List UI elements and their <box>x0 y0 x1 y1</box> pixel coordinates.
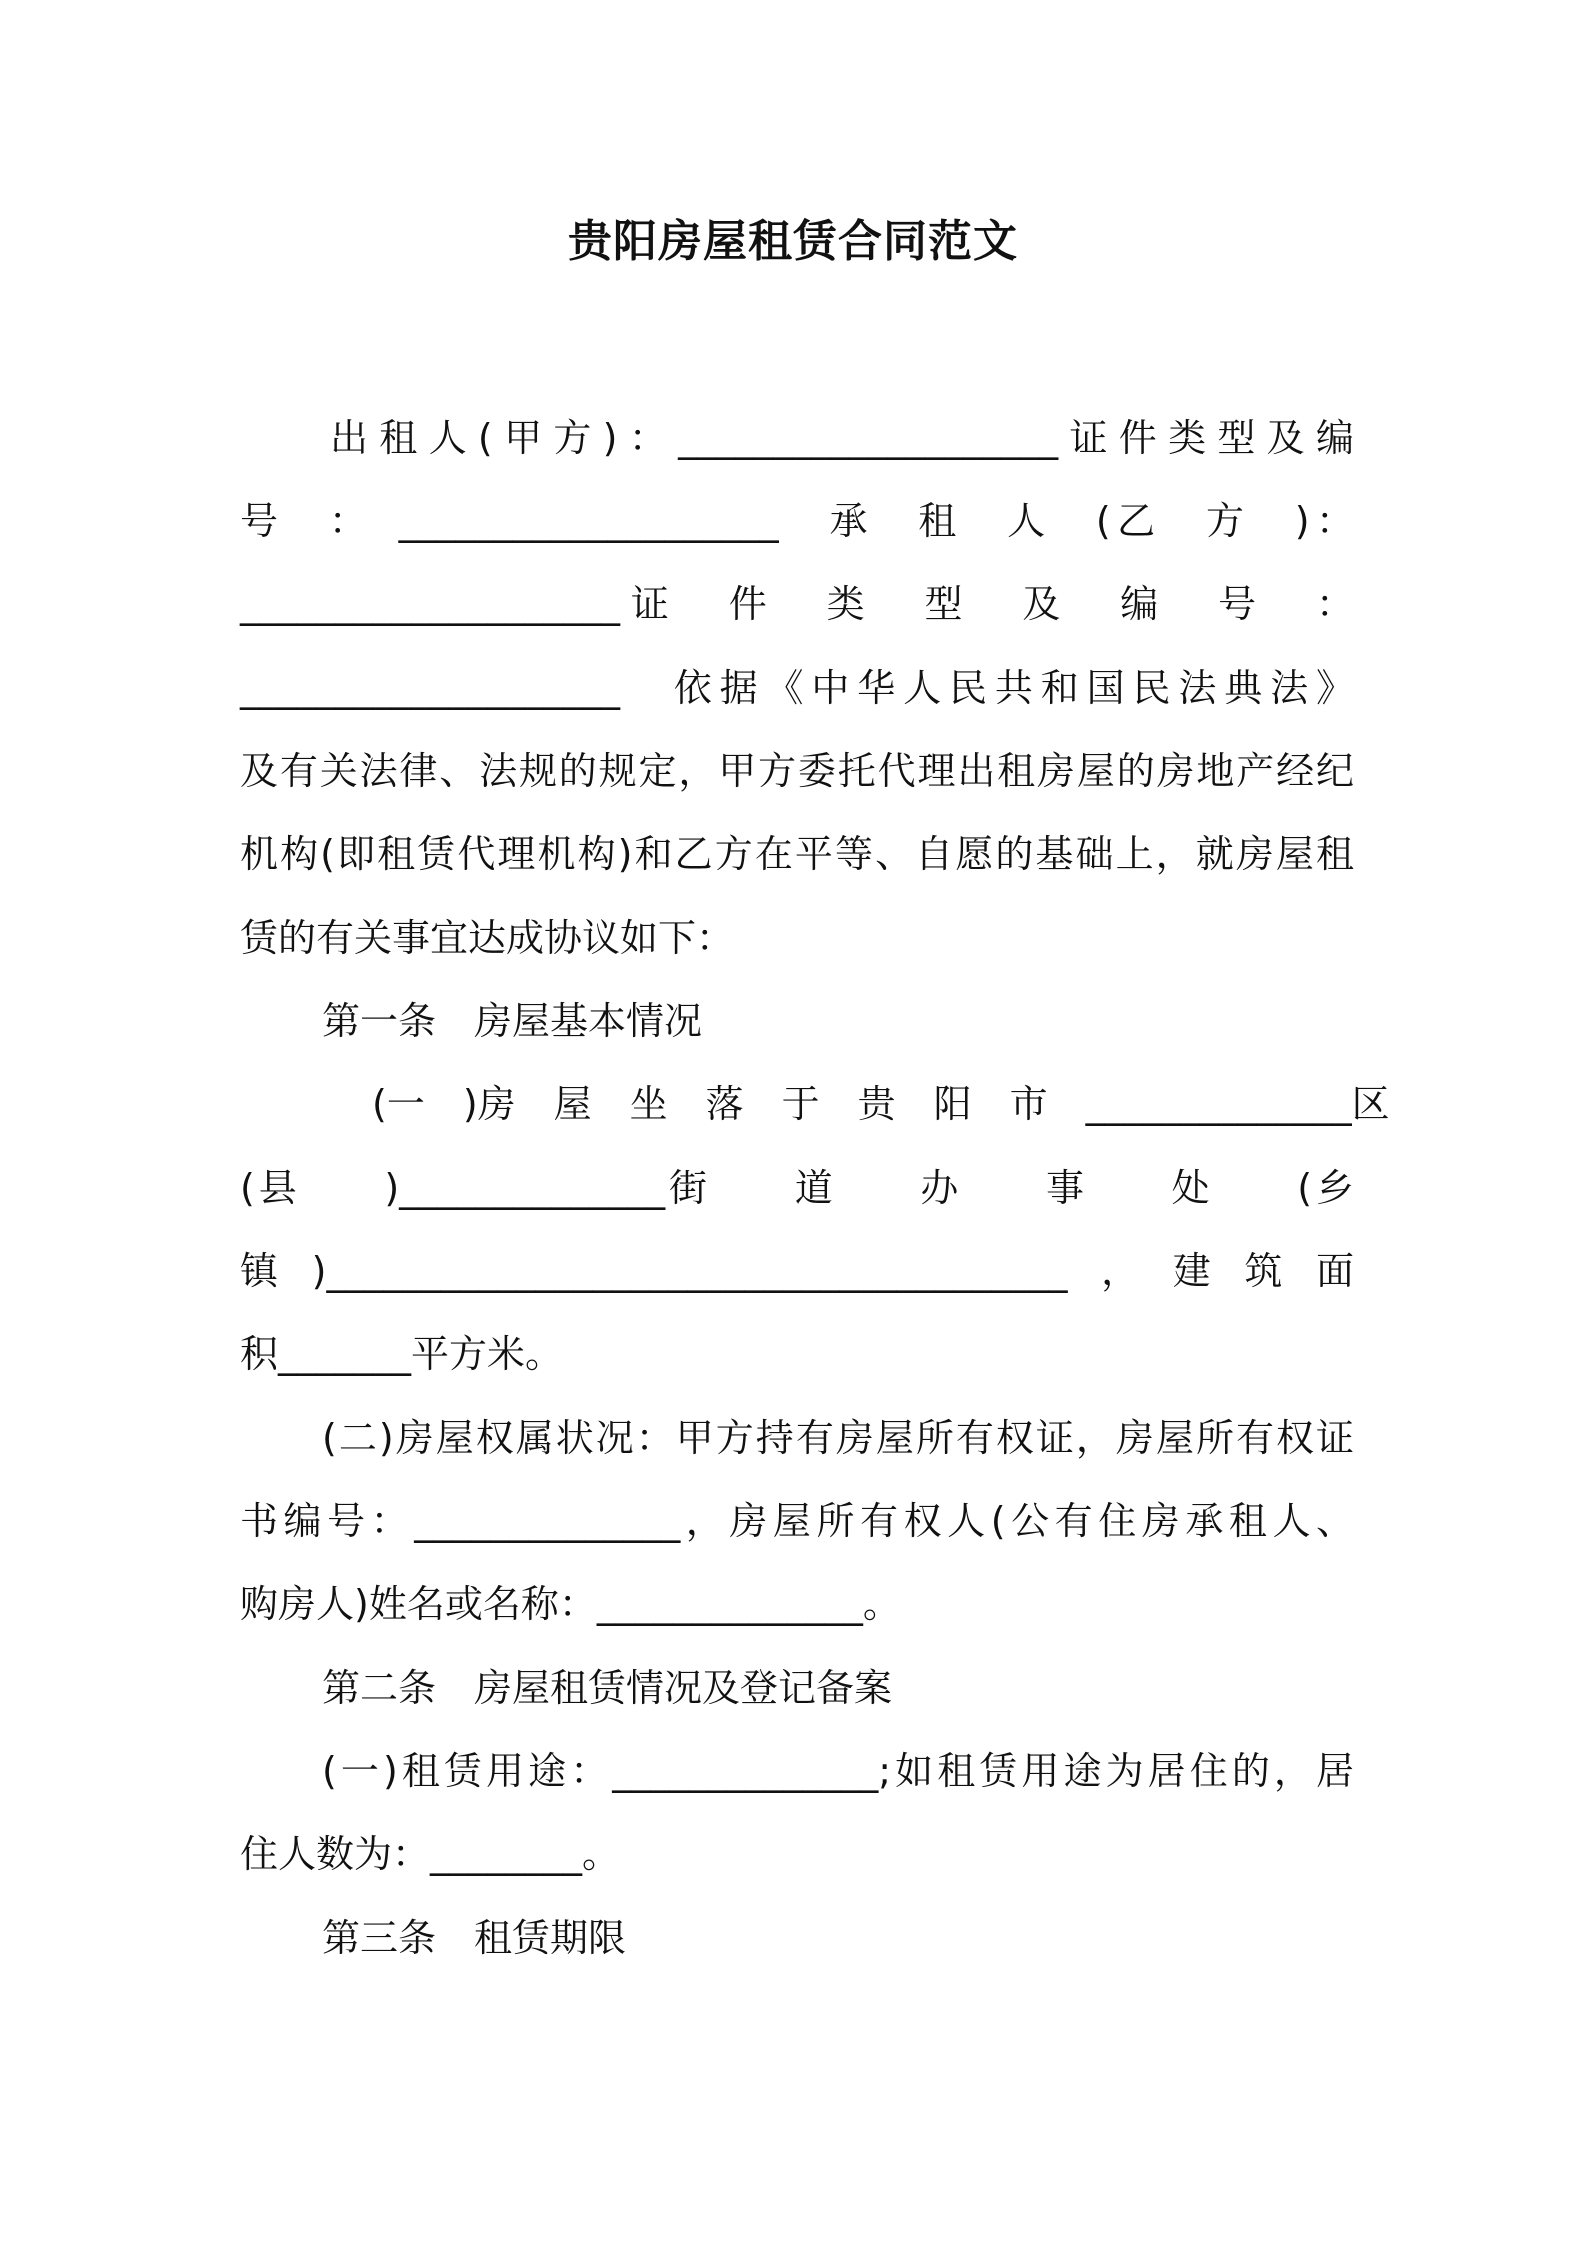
article-1-heading: 第一条 房屋基本情况 <box>322 999 703 1043</box>
text-line-10: (县 )______________街 道 办 事 处 (乡 <box>240 1166 1354 1210</box>
text-line-12: 积_______平方米。 <box>240 1332 564 1376</box>
text-line-2: 号 ： ____________________ 承 租 人 (乙 方 )： <box>240 499 1354 543</box>
text-line-7: 赁的有关事宜达成协议如下： <box>240 916 735 960</box>
document-title: 贵阳房屋租赁合同范文 <box>568 216 1018 267</box>
text-line-5: 及有关法律、法规的规定，甲方委托代理出租房屋的房地产经纪 <box>240 749 1354 793</box>
text-line-1: 出租人(甲方)：____________________证件类型及编 <box>330 416 1354 460</box>
article-2-heading: 第二条 房屋租赁情况及登记备案 <box>322 1666 893 1710</box>
text-line-3: ____________________证 件 类 型 及 编 号 ： <box>240 582 1354 626</box>
text-line-4: ____________________ 依据《中华人民共和国民法典法》 <box>240 666 1354 710</box>
text-line-6: 机构(即租赁代理机构)和乙方在平等、自愿的基础上，就房屋租 <box>240 832 1354 876</box>
text-line-17: (一)租赁用途：______________;如租赁用途为居住的，居 <box>322 1749 1354 1793</box>
text-line-13: (二)房屋权属状况：甲方持有房屋所有权证，房屋所有权证 <box>322 1416 1354 1460</box>
text-line-18: 住人数为：________。 <box>240 1832 621 1876</box>
text-line-11: 镇)_______________________________________，建筑面 <box>240 1249 1354 1293</box>
text-line-14: 书编号：______________，房屋所有权人(公有住房承租人、 <box>240 1499 1354 1543</box>
text-line-9: (一 )房 屋 坐 落 于 贵 阳 市 ______________区 <box>372 1082 1390 1126</box>
text-line-15: 购房人)姓名或名称：______________。 <box>240 1582 901 1626</box>
article-3-heading: 第三条 租赁期限 <box>322 1916 627 1960</box>
